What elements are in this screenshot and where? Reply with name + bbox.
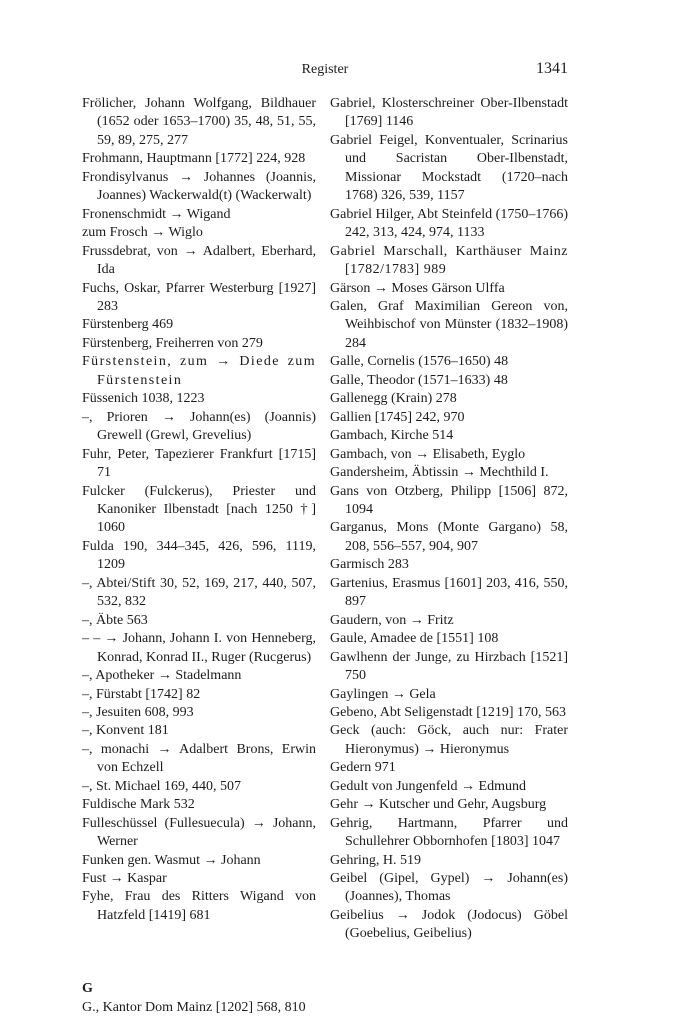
- index-entry: G., Kantor Dom Mainz [1202] 568, 810: [82, 999, 306, 1015]
- index-entry: Gambach, Kirche 514: [330, 428, 454, 444]
- index-entry: Gabriel Feigel, Konventualer, Scrinarius und Sacristan Ober-Ilbenstadt, Missionar Mockstadt (1720–nach 1768) 326, 539, 1157: [330, 132, 568, 204]
- index-entry: Gallien [1745] 242, 970: [330, 409, 465, 425]
- index-entry: Fürstenberg, Freiherren von 279: [82, 335, 263, 351]
- index-entry: Geibel (Gipel, Gypel) → Johann(es) (Joannes), Thomas: [330, 871, 568, 905]
- index-entry: Garganus, Mons (Monte Gargano) 58, 208, 556–557, 904, 907: [330, 520, 568, 554]
- index-entry: Fulda 190, 344–345, 426, 596, 1119, 1209: [82, 538, 316, 573]
- index-entry: Geck (auch: Göck, auch nur: Frater Hieronymus) → Hieronymus: [330, 723, 568, 757]
- index-entry: Gawlhenn der Junge, zu Hirzbach [1521] 750: [330, 649, 568, 684]
- index-entry: Gaudern, von → Fritz: [330, 612, 454, 628]
- index-entry: Gallenegg (Krain) 278: [330, 391, 457, 407]
- index-entry: –, Prioren → Johann(es) (Joannis) Grewell (Grewl, Grevelius): [82, 409, 316, 444]
- index-entry: Gans von Otzberg, Philipp [1506] 872, 1094: [330, 483, 568, 517]
- index-entry: Frussdebrat, von → Adalbert, Eberhard, Ida: [82, 243, 316, 278]
- index-entry: Gabriel Marschall, Karthäuser Mainz [1782/1783] 989: [330, 243, 568, 278]
- index-entry: Galen, Graf Maximilian Gereon von, Weihbischof von Münster (1832–1908) 284: [330, 298, 568, 351]
- index-entry: Gaylingen → Gela: [330, 686, 436, 702]
- index-entry: –, Jesuiten 608, 993: [82, 704, 194, 720]
- index-entry: Galle, Theodor (1571–1633) 48: [330, 372, 508, 388]
- index-entry: Fulcker (Fulckerus), Priester und Kanoniker Ilbenstadt [nach 1250 †] 1060: [82, 483, 316, 536]
- index-entry: zum Frosch → Wiglo: [82, 225, 203, 241]
- index-entry: Frohmann, Hauptmann [1772] 224, 928: [82, 151, 306, 167]
- index-entry: Fulleschüssel (Fullesuecula) → Johann, Werner: [82, 815, 316, 850]
- index-entry: Frölicher, Johann Wolfgang, Bildhauer (1652 oder 1653–1700) 35, 48, 51, 55, 59, 89, 275, 277: [82, 96, 316, 148]
- index-entry: Fuchs, Oskar, Pfarrer Westerburg [1927] 283: [82, 280, 316, 314]
- index-entry: Garmisch 283: [330, 557, 409, 573]
- index-entry: Fuldische Mark 532: [82, 797, 195, 813]
- page-header: [82, 60, 568, 80]
- index-entry: Gedult von Jungenfeld → Edmund: [330, 778, 526, 794]
- index-entry: Fronenschmidt → Wigand: [82, 206, 231, 222]
- letter-heading: G: [82, 981, 93, 997]
- right-column: [330, 95, 568, 944]
- index-entry: Galle, Cornelis (1576–1650) 48: [330, 354, 509, 370]
- index-entry: Frondisylvanus → Johannes (Joannis, Joannes) Wackerwald(t) (Wackerwalt): [82, 169, 316, 204]
- index-entry: Gabriel Hilger, Abt Steinfeld (1750–1766) 242, 313, 424, 974, 1133: [330, 206, 568, 241]
- index-entry: Gabriel, Klosterschreiner Ober-Ilbenstadt [1769] 1146: [330, 96, 568, 130]
- index-entry: Gedern 971: [330, 760, 396, 776]
- page-number: 1341: [536, 60, 568, 77]
- index-entry: Gaule, Amadee de [1551] 108: [330, 631, 499, 647]
- index-entry: –, St. Michael 169, 440, 507: [82, 778, 242, 794]
- index-entry: Gartenius, Erasmus [1601] 203, 416, 550, 897: [330, 575, 568, 610]
- index-entry: Füssenich 1038, 1223: [82, 391, 205, 407]
- index-entry: –, Apotheker → Stadelmann: [82, 668, 242, 684]
- index-entry: Geibelius → Jodok (Jodocus) Göbel (Goebelius, Geibelius): [330, 907, 568, 942]
- index-entry: Gehring, H. 519: [330, 852, 421, 868]
- index-entry: –, Äbte 563: [82, 612, 148, 628]
- index-entry: Funken gen. Wasmut → Johann: [82, 852, 261, 868]
- index-entry: Fyhe, Frau des Ritters Wigand von Hatzfeld [1419] 681: [82, 889, 316, 923]
- index-entry: Fuhr, Peter, Tapezierer Frankfurt [1715] 71: [82, 446, 316, 481]
- index-entry: –, Konvent 181: [82, 723, 169, 739]
- index-entry: –, Fürstabt [1742] 82: [82, 686, 201, 702]
- index-entry: Fürstenstein, zum → Diede zum Fürstenstein: [82, 354, 316, 388]
- index-entry: –, Abtei/Stift 30, 52, 169, 217, 440, 507, 532, 832: [82, 575, 316, 610]
- running-title: Register: [301, 62, 349, 77]
- index-entry: – – → Johann, Johann I. von Henneberg, Konrad, Konrad II., Ruger (Rucgerus): [82, 631, 316, 665]
- index-entry: Fürstenberg 469: [82, 317, 174, 333]
- index-entry: Gärson → Moses Gärson Ulffa: [330, 280, 505, 296]
- index-entry: Gandersheim, Äbtissin → Mechthild I.: [330, 465, 549, 481]
- index-entry: Gehrig, Hartmann, Pfarrer und Schullehrer Obbornhofen [1803] 1047: [330, 815, 568, 850]
- index-entry: Gebeno, Abt Seligenstadt [1219] 170, 563: [330, 704, 567, 720]
- left-column: [82, 95, 316, 1017]
- index-entry: Fust → Kaspar: [82, 871, 167, 887]
- index-entry: –, monachi → Adalbert Brons, Erwin von Echzell: [82, 741, 316, 776]
- index-entry: Gehr → Kutscher und Gehr, Augsburg: [330, 797, 547, 813]
- index-entry: Gambach, von → Elisabeth, Eyglo: [330, 446, 526, 462]
